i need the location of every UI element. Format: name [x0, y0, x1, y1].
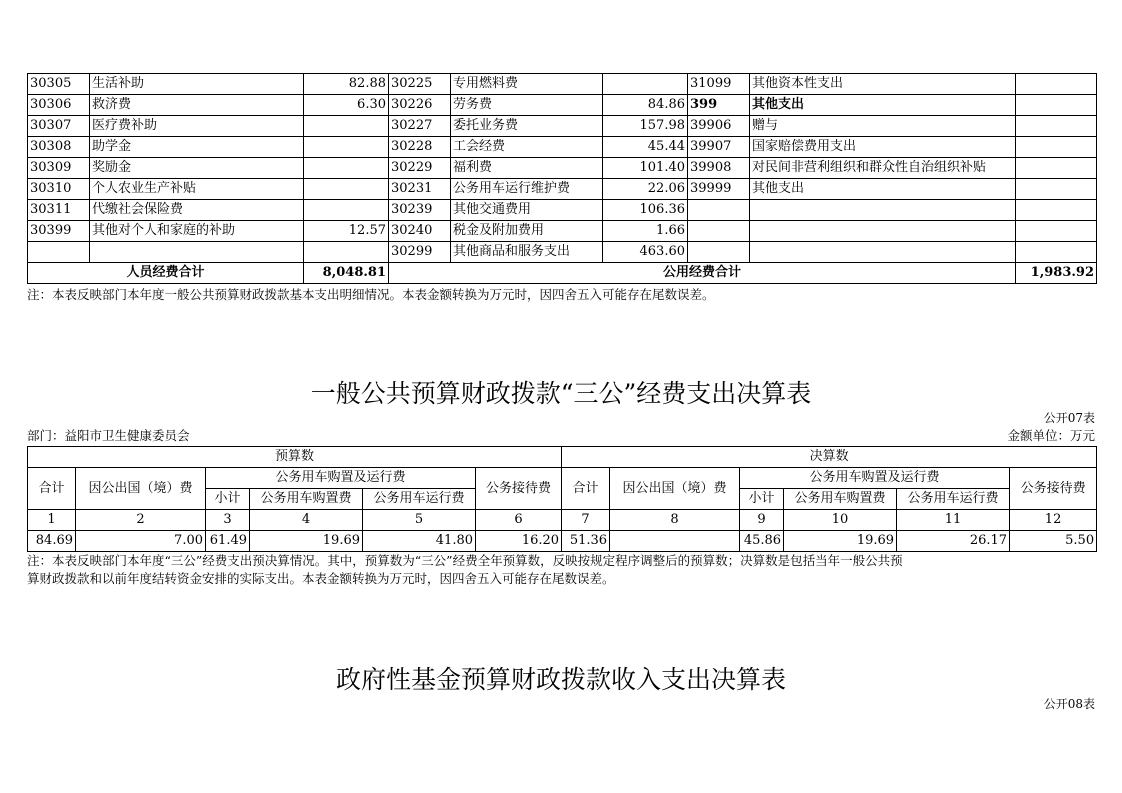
cell-code: 30299 — [389, 242, 451, 263]
cell-name: 委托业务费 — [451, 116, 603, 137]
cell-value: 1.66 — [603, 221, 688, 242]
final-subtotal-header: 小计 — [740, 489, 784, 510]
cell-code: 30225 — [389, 74, 451, 95]
table-row — [28, 179, 1097, 200]
index-row — [28, 510, 1097, 531]
cell-value: 463.60 — [603, 242, 688, 263]
table-row — [28, 137, 1097, 158]
budget-total-header: 合计 — [28, 468, 76, 510]
value-cell: 5.50 — [1010, 531, 1097, 552]
final-vehicle-run-header: 公务用车运行费 — [897, 489, 1010, 510]
budget-abroad-header: 因公出国（境）费 — [76, 468, 206, 510]
header-row-1 — [28, 447, 1097, 468]
basic-expenditure-total-row — [28, 263, 1097, 284]
cell-name: 救济费 — [90, 95, 304, 116]
index-cell: 10 — [784, 510, 897, 531]
three-public-title: 一般公共预算财政拨款“三公”经费支出决算表 — [310, 379, 812, 408]
index-cell: 8 — [610, 510, 740, 531]
three-public-note-line2: 算财政拨款和以前年度结转资金安排的实际支出。本表金额转换为万元时，因四舍五入可能存在尾数误差。 — [27, 571, 615, 586]
value-cell: 61.49 — [206, 531, 250, 552]
table-row — [28, 242, 1097, 263]
cell-code: 399 — [688, 95, 750, 116]
cell-code — [28, 242, 90, 263]
cell-name: 赠与 — [750, 116, 1016, 137]
final-abroad-header: 因公出国（境）费 — [610, 468, 740, 510]
gov-fund-form-no: 公开08表 — [1043, 697, 1095, 711]
budget-reception-header: 公务接待费 — [476, 468, 562, 510]
value-cell: 19.69 — [784, 531, 897, 552]
cell-code: 39907 — [688, 137, 750, 158]
cell-code: 30310 — [28, 179, 90, 200]
cell-value: 82.88 — [304, 74, 389, 95]
cell-value: 84.86 — [603, 95, 688, 116]
cell-name: 专用燃料费 — [451, 74, 603, 95]
cell-name: 医疗费补助 — [90, 116, 304, 137]
cell-value — [304, 116, 389, 137]
gov-fund-title: 政府性基金预算财政拨款收入支出决算表 — [335, 665, 786, 694]
cell-name: 助学金 — [90, 137, 304, 158]
budget-vehicle-buy-header: 公务用车购置费 — [250, 489, 363, 510]
index-cell: 11 — [897, 510, 1010, 531]
cell-value — [304, 158, 389, 179]
index-cell: 6 — [476, 510, 562, 531]
basic-table-note: 注：本表反映部门本年度一般公共预算财政拨款基本支出明细情况。本表金额转换为万元时，因四舍五入可能存在尾数误差。 — [27, 287, 715, 302]
cell-name: 其他对个人和家庭的补助 — [90, 221, 304, 242]
value-cell: 41.80 — [363, 531, 476, 552]
cell-code: 30231 — [389, 179, 451, 200]
final-total-header: 合计 — [562, 468, 610, 510]
cell-value — [1016, 200, 1097, 221]
index-cell: 7 — [562, 510, 610, 531]
index-cell: 9 — [740, 510, 784, 531]
value-cell: 16.20 — [476, 531, 562, 552]
cell-code: 39906 — [688, 116, 750, 137]
cell-name: 福利费 — [451, 158, 603, 179]
cell-value: 157.98 — [603, 116, 688, 137]
cell-code: 39999 — [688, 179, 750, 200]
unit-label: 金额单位：万元 — [1007, 428, 1095, 443]
cell-name: 国家赔偿费用支出 — [750, 137, 1016, 158]
cell-name — [750, 242, 1016, 263]
final-reception-header: 公务接待费 — [1010, 468, 1097, 510]
values-row — [28, 531, 1097, 552]
total-personnel-label: 人员经费合计 — [28, 263, 304, 284]
cell-code: 30399 — [28, 221, 90, 242]
table-row — [28, 116, 1097, 137]
cell-code: 30229 — [389, 158, 451, 179]
cell-name: 其他商品和服务支出 — [451, 242, 603, 263]
cell-code: 30226 — [389, 95, 451, 116]
table-row — [28, 221, 1097, 242]
table-row — [28, 74, 1097, 95]
index-cell: 5 — [363, 510, 476, 531]
cell-code: 30309 — [28, 158, 90, 179]
total-public-label: 公用经费合计 — [389, 263, 1016, 284]
cell-value — [1016, 74, 1097, 95]
index-cell: 4 — [250, 510, 363, 531]
cell-value — [304, 137, 389, 158]
cell-code: 30307 — [28, 116, 90, 137]
cell-value: 6.30 — [304, 95, 389, 116]
cell-name: 其他支出 — [750, 179, 1016, 200]
table-row — [28, 158, 1097, 179]
budget-subtotal-header: 小计 — [206, 489, 250, 510]
cell-name: 工会经费 — [451, 137, 603, 158]
three-public-form-no: 公开07表 — [1043, 411, 1095, 425]
cell-value — [1016, 116, 1097, 137]
value-cell — [610, 531, 740, 552]
cell-value: 101.40 — [603, 158, 688, 179]
index-cell: 1 — [28, 510, 76, 531]
cell-value — [1016, 221, 1097, 242]
value-cell: 84.69 — [28, 531, 76, 552]
cell-name: 公务用车运行维护费 — [451, 179, 603, 200]
cell-name: 劳务费 — [451, 95, 603, 116]
cell-value — [1016, 95, 1097, 116]
cell-name: 其他资本性支出 — [750, 74, 1016, 95]
cell-code: 30305 — [28, 74, 90, 95]
cell-code: 30240 — [389, 221, 451, 242]
cell-value: 106.36 — [603, 200, 688, 221]
value-cell: 51.36 — [562, 531, 610, 552]
final-header: 决算数 — [562, 447, 1097, 468]
cell-value — [1016, 137, 1097, 158]
cell-code — [688, 200, 750, 221]
final-vehicle-header: 公务用车购置及运行费 — [740, 468, 1010, 489]
index-cell: 2 — [76, 510, 206, 531]
cell-value — [1016, 242, 1097, 263]
cell-name — [90, 242, 304, 263]
cell-code — [688, 242, 750, 263]
budget-header: 预算数 — [28, 447, 562, 468]
cell-name: 其他交通费用 — [451, 200, 603, 221]
cell-value: 22.06 — [603, 179, 688, 200]
cell-value — [603, 74, 688, 95]
value-cell: 19.69 — [250, 531, 363, 552]
cell-name: 代缴社会保险费 — [90, 200, 304, 221]
index-cell: 3 — [206, 510, 250, 531]
cell-name: 税金及附加费用 — [451, 221, 603, 242]
budget-vehicle-run-header: 公务用车运行费 — [363, 489, 476, 510]
basic-expenditure-rows — [28, 74, 1097, 263]
final-vehicle-buy-header: 公务用车购置费 — [784, 489, 897, 510]
cell-name — [750, 200, 1016, 221]
cell-code: 30227 — [389, 116, 451, 137]
cell-name: 个人农业生产补贴 — [90, 179, 304, 200]
cell-value — [1016, 179, 1097, 200]
cell-name: 对民间非营利组织和群众性自治组织补贴 — [750, 158, 1016, 179]
index-cell: 12 — [1010, 510, 1097, 531]
cell-name: 生活补助 — [90, 74, 304, 95]
value-cell: 7.00 — [76, 531, 206, 552]
cell-code — [688, 221, 750, 242]
cell-value: 12.57 — [304, 221, 389, 242]
cell-value — [1016, 158, 1097, 179]
basic-expenditure-table — [27, 73, 1097, 284]
table-row — [28, 95, 1097, 116]
cell-name: 奖励金 — [90, 158, 304, 179]
value-cell: 26.17 — [897, 531, 1010, 552]
cell-value: 45.44 — [603, 137, 688, 158]
total-public-value: 1,983.92 — [1016, 263, 1097, 284]
table-row — [28, 200, 1097, 221]
budget-vehicle-header: 公务用车购置及运行费 — [206, 468, 476, 489]
cell-value — [304, 200, 389, 221]
header-row-2 — [28, 468, 1097, 489]
cell-name — [750, 221, 1016, 242]
cell-name: 其他支出 — [750, 95, 1016, 116]
cell-code: 30308 — [28, 137, 90, 158]
value-cell: 45.86 — [740, 531, 784, 552]
department-label: 部门：益阳市卫生健康委员会 — [27, 428, 190, 443]
cell-value — [304, 179, 389, 200]
cell-code: 30311 — [28, 200, 90, 221]
three-public-note-line1: 注：本表反映部门本年度“三公”经费支出预决算情况。其中，预算数为“三公”经费全年预算数，反映按规定程序调整后的预算数；决算数是包括当年一般公共预 — [27, 553, 903, 568]
cell-code: 39908 — [688, 158, 750, 179]
total-personnel-value: 8,048.81 — [304, 263, 389, 284]
cell-code: 30239 — [389, 200, 451, 221]
three-public-table — [27, 446, 1097, 552]
cell-value — [304, 242, 389, 263]
cell-code: 30228 — [389, 137, 451, 158]
cell-code: 31099 — [688, 74, 750, 95]
cell-code: 30306 — [28, 95, 90, 116]
